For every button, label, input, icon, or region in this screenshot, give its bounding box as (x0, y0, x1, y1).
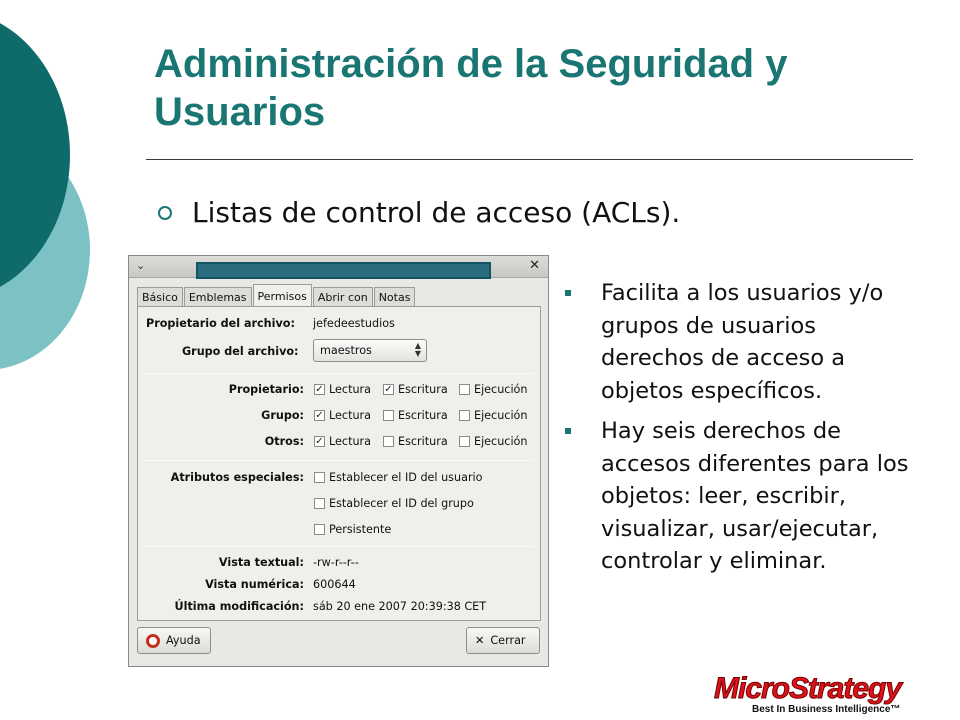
unchecked-icon (314, 498, 325, 509)
unchecked-icon (314, 472, 325, 483)
dialog-title-redacted (196, 262, 491, 279)
list-item (562, 415, 922, 578)
group-select[interactable] (313, 339, 427, 362)
checked-icon: ✓ (315, 410, 324, 421)
window-close-icon[interactable]: ✕ (529, 258, 540, 273)
close-icon: ✕ (475, 634, 485, 647)
numeric-view-value: 600644 (313, 578, 356, 591)
title-divider (146, 159, 913, 160)
others-write-checkbox[interactable]: Escritura (383, 435, 448, 448)
group-label: Grupo del archivo: (182, 345, 299, 358)
owner-label: Propietario del archivo: (146, 317, 295, 330)
tab-permisos[interactable]: Permisos (253, 284, 312, 309)
others-read-checkbox[interactable]: ✓ Lectura (315, 435, 372, 448)
unchecked-icon (459, 436, 470, 447)
microstrategy-logo (714, 674, 954, 718)
side-bullet-text: Facilita a los usuarios y/o grupos de usuarios derechos de acceso a objetos específicos. (601, 280, 884, 404)
window-menu-icon[interactable]: ⌄ (136, 259, 146, 272)
owner-write-checkbox[interactable]: ✓ Escritura (384, 383, 448, 396)
group-select-value: maestros (320, 344, 372, 357)
separator (144, 373, 534, 374)
perm-owner-label: Propietario: (228, 383, 304, 396)
last-modified-value: sáb 20 ene 2007 20:39:38 CET (313, 600, 487, 613)
combo-arrows-icon: ▲ ▼ (414, 341, 421, 358)
slide-title: Administración de la Seguridad y Usuarios (154, 42, 788, 134)
permissions-panel (137, 306, 541, 621)
dialog-titlebar (129, 256, 548, 278)
ring-bullet-icon (158, 206, 172, 220)
group-read-checkbox[interactable]: ✓ Lectura (315, 409, 372, 422)
separator (144, 546, 534, 547)
side-bullet-list (562, 277, 922, 586)
unchecked-icon (314, 524, 325, 535)
unchecked-icon (383, 436, 394, 447)
tab-emblemas[interactable]: Emblemas (184, 287, 252, 308)
separator (144, 460, 534, 461)
unchecked-icon (459, 384, 470, 395)
tab-basico[interactable]: Básico (137, 287, 183, 308)
numeric-view-label: Vista numérica: (205, 578, 304, 591)
side-bullet-text: Hay seis derechos de accesos diferentes para los objetos: leer, escribir, visualizar, usar/ejecutar, controlar y eliminar. (601, 418, 909, 574)
checked-icon: ✓ (384, 384, 393, 395)
perm-group-label: Grupo: (261, 409, 304, 422)
owner-value: jefedeestudios (313, 317, 395, 330)
set-gid-checkbox[interactable]: Establecer el ID del grupo (314, 497, 474, 510)
special-attrs-label: Atributos especiales: (170, 471, 304, 484)
group-write-checkbox[interactable]: Escritura (383, 409, 448, 422)
set-uid-checkbox[interactable]: Establecer el ID del usuario (314, 471, 483, 484)
lifebuoy-icon (146, 634, 160, 648)
unchecked-icon (383, 410, 394, 421)
tab-notas[interactable]: Notas (374, 287, 416, 308)
close-button[interactable]: ✕ Cerrar (466, 627, 540, 654)
last-modified-label: Última modificación: (174, 600, 304, 613)
unchecked-icon (459, 410, 470, 421)
dialog-tabs (137, 283, 416, 308)
group-exec-checkbox[interactable]: Ejecución (459, 409, 528, 422)
list-item (562, 277, 922, 407)
square-bullet-icon (565, 290, 571, 296)
owner-exec-checkbox[interactable]: Ejecución (459, 383, 528, 396)
checked-icon: ✓ (315, 436, 324, 447)
text-view-value: -rw-r--r-- (313, 556, 359, 569)
others-exec-checkbox[interactable]: Ejecución (459, 435, 528, 448)
text-view-label: Vista textual: (218, 556, 304, 569)
main-bullet-text: Listas de control de acceso (ACLs). (192, 196, 681, 229)
main-bullet (158, 196, 680, 229)
logo-wordmark: MicroStrategy (714, 672, 902, 705)
checked-icon: ✓ (315, 384, 324, 395)
square-bullet-icon (565, 428, 571, 434)
tab-abrir-con[interactable]: Abrir con (313, 287, 373, 308)
logo-tagline: Best In Business Intelligence™ (752, 704, 901, 715)
file-properties-dialog (128, 255, 549, 667)
perm-others-label: Otros: (264, 435, 304, 448)
owner-read-checkbox[interactable]: ✓ Lectura (315, 383, 372, 396)
sticky-checkbox[interactable]: Persistente (314, 523, 391, 536)
help-button[interactable]: Ayuda (137, 627, 211, 654)
